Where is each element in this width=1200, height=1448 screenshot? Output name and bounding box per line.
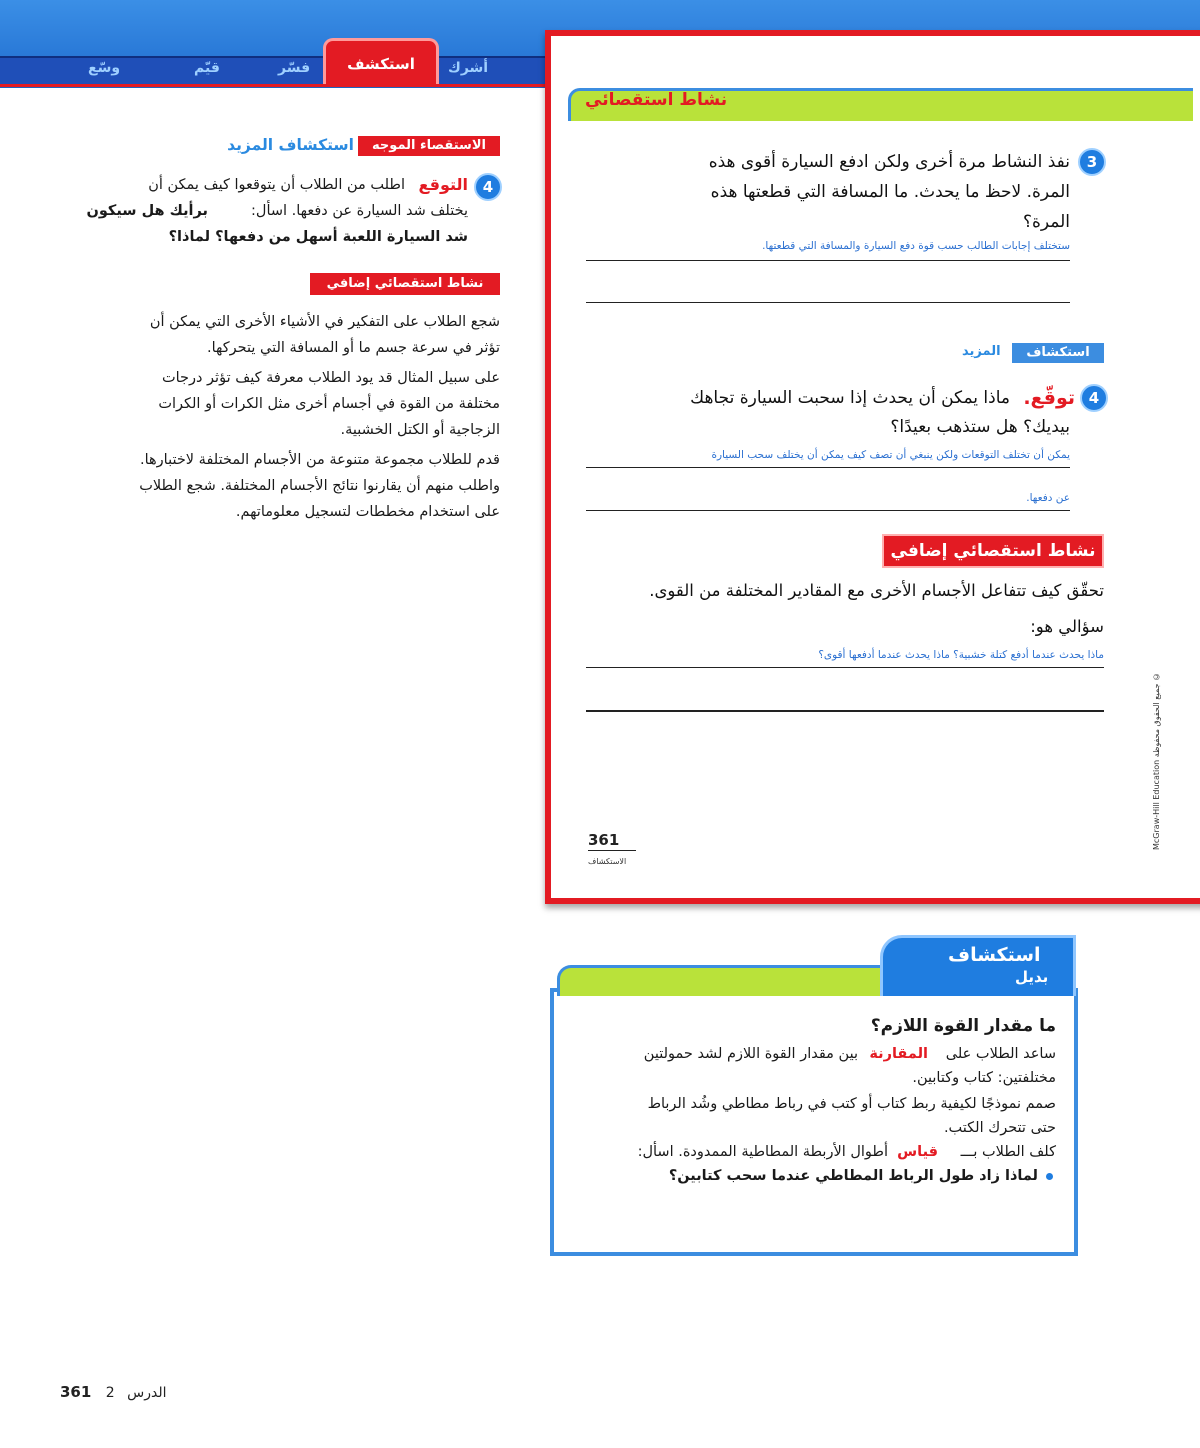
extra-inquiry-badge: نشاط استقصائي إضافي [882, 534, 1104, 568]
teacher-item-4-line-1: اطلب من الطلاب أن يتوقعوا كيف يمكن أن [148, 177, 405, 193]
question-4-line-2: بيديك؟ هل ستذهب بعيدًا؟ [890, 417, 1070, 437]
explore-more-label: المزيد [962, 344, 1001, 359]
answer-line [586, 260, 1070, 261]
divider [588, 850, 636, 851]
question-4-answer-1: يمكن أن تختلف التوقعات ولكن ينبغي أن تصف كيف يمكن أن يختلف سحب السيارة [711, 449, 1070, 461]
alternate-p3-end: أطوال الأربطة المطاطية الممدودة. اسأل: [637, 1144, 888, 1160]
alternate-p1-highlight: المقارنة [869, 1046, 928, 1062]
alternate-p3-start: كلف الطلاب بـــ [960, 1144, 1056, 1160]
tab-engage[interactable]: أشرك [448, 60, 489, 76]
tab-explain[interactable]: فسّر [278, 60, 311, 76]
explore-more-title: استكشاف المزيد [227, 136, 354, 154]
question-4-number: 4 [1080, 384, 1108, 412]
footer-page-number: 361 [60, 1383, 92, 1401]
activity-header-label: نشاط استقصائي [585, 90, 728, 110]
alternate-p1-start: ساعد الطلاب على [945, 1046, 1056, 1062]
bullet-icon [1046, 1173, 1053, 1180]
answer-line [586, 467, 1070, 468]
teacher-item-4-line-3: شد السيارة اللعبة أسهل من دفعها؟ لماذا؟ [168, 229, 468, 245]
teacher-item-4-line-2: يختلف شد السيارة عن دفعها. اسأل: [251, 203, 468, 219]
question-3-number: 3 [1078, 148, 1106, 176]
answer-line [586, 710, 1104, 712]
alternate-p2-line-1: صمم نموذجًا لكيفية ربط كتاب أو كتب في رباط مطاطي وشُد الرباط [647, 1096, 1056, 1112]
question-4-line-1: ماذا يمكن أن يحدث إذا سحبت السيارة تجاهك [690, 388, 1010, 408]
tab-extend[interactable]: وسّع [88, 60, 121, 76]
alternate-p1-end: بين مقدار القوة اللازم لشد حمولتين [643, 1046, 858, 1062]
student-page-number: 361 [588, 831, 620, 849]
teacher-paragraph-2-line-3: الزجاجية أو الكتل الخشبية. [340, 422, 500, 438]
teacher-paragraph-3-line-1: قدم للطلاب مجموعة متنوعة من الأجسام المختلفة لاختبارها. [139, 452, 500, 468]
extra-question-label: سؤالي هو: [1030, 617, 1104, 636]
alternate-title: استكشاف [948, 944, 1041, 966]
alternate-heading: ما مقدار القوة اللازم؟ [870, 1016, 1056, 1036]
teacher-item-4-line-2-bold: برأيك هل سيكون [86, 203, 208, 219]
question-3-line-1: نفذ النشاط مرة أخرى ولكن ادفع السيارة أقوى هذه [708, 152, 1070, 172]
alternate-bullet-question: لماذا زاد طول الرباط المطاطي عندما سحب كتابين؟ [668, 1168, 1038, 1184]
explore-more-badge: استكشاف [1012, 343, 1104, 363]
alternate-p1-line-2: مختلفتين: كتاب وكتابين. [912, 1070, 1056, 1086]
alternate-p3-highlight: قياس [897, 1144, 938, 1160]
answer-line [586, 667, 1104, 668]
student-section-label: الاستكشاف [588, 857, 627, 866]
teacher-item-4-number: 4 [474, 173, 502, 201]
tab-explore[interactable]: استكشف [323, 38, 439, 87]
answer-line [586, 302, 1070, 303]
alternate-p2-line-2: حتى تتحرك الكتب. [943, 1120, 1056, 1136]
footer [60, 1383, 167, 1401]
alternate-subtitle: بديل [1015, 968, 1049, 986]
publisher-credit: McGraw-Hill Education جميع الحقوق محفوظة © [1152, 671, 1161, 850]
answer-line [586, 510, 1070, 511]
question-3-line-3: المرة؟ [1022, 212, 1070, 232]
question-4-lead: توقّع. [1023, 387, 1075, 409]
question-3-answer: ستختلف إجابات الطالب حسب قوة دفع السيارة والمسافة التي قطعتها. [762, 240, 1070, 252]
footer-lesson-label: الدرس [127, 1385, 167, 1401]
question-4-answer-2: عن دفعها. [1026, 492, 1070, 504]
teacher-paragraph-3-line-3: على استخدام مخططات لتسجيل معلوماتهم. [235, 504, 500, 520]
guided-inquiry-tag: الاستقصاء الموجه [358, 136, 500, 156]
teacher-item-4-label: التوقع [418, 175, 468, 194]
teacher-paragraph-1-line-2: تؤثر في سرعة جسم ما أو المسافة التي يتحركها. [207, 340, 500, 356]
teacher-paragraph-1-line-1: شجع الطلاب على التفكير في الأشياء الأخرى التي يمكن أن [149, 314, 500, 330]
teacher-paragraph-2-line-1: على سبيل المثال قد يود الطلاب معرفة كيف تؤثر درجات [161, 370, 500, 386]
divider [0, 84, 547, 87]
teacher-paragraph-2-line-2: مختلفة من القوة في أجسام أخرى مثل الكرات أو الكرات [158, 396, 500, 412]
question-3-line-2: المرة. لاحظ ما يحدث. ما المسافة التي قطعتها هذه [710, 182, 1070, 202]
tab-evaluate[interactable]: قيّم [194, 60, 220, 76]
extra-question-answer: ماذا يحدث عندما أدفع كتلة خشبية؟ ماذا يحدث عندما أدفعها أقوى؟ [818, 649, 1104, 661]
teacher-paragraph-3-line-2: واطلب منهم أن يقارنوا نتائج الأجسام المختلفة. شجع الطلاب [139, 478, 500, 494]
extra-inquiry-tag: نشاط استقصائي إضافي [310, 273, 500, 295]
footer-lesson-number: 2 [105, 1385, 115, 1401]
extra-inquiry-instruction: تحقّق كيف تتفاعل الأجسام الأخرى مع المقادير المختلفة من القوى. [649, 581, 1104, 600]
